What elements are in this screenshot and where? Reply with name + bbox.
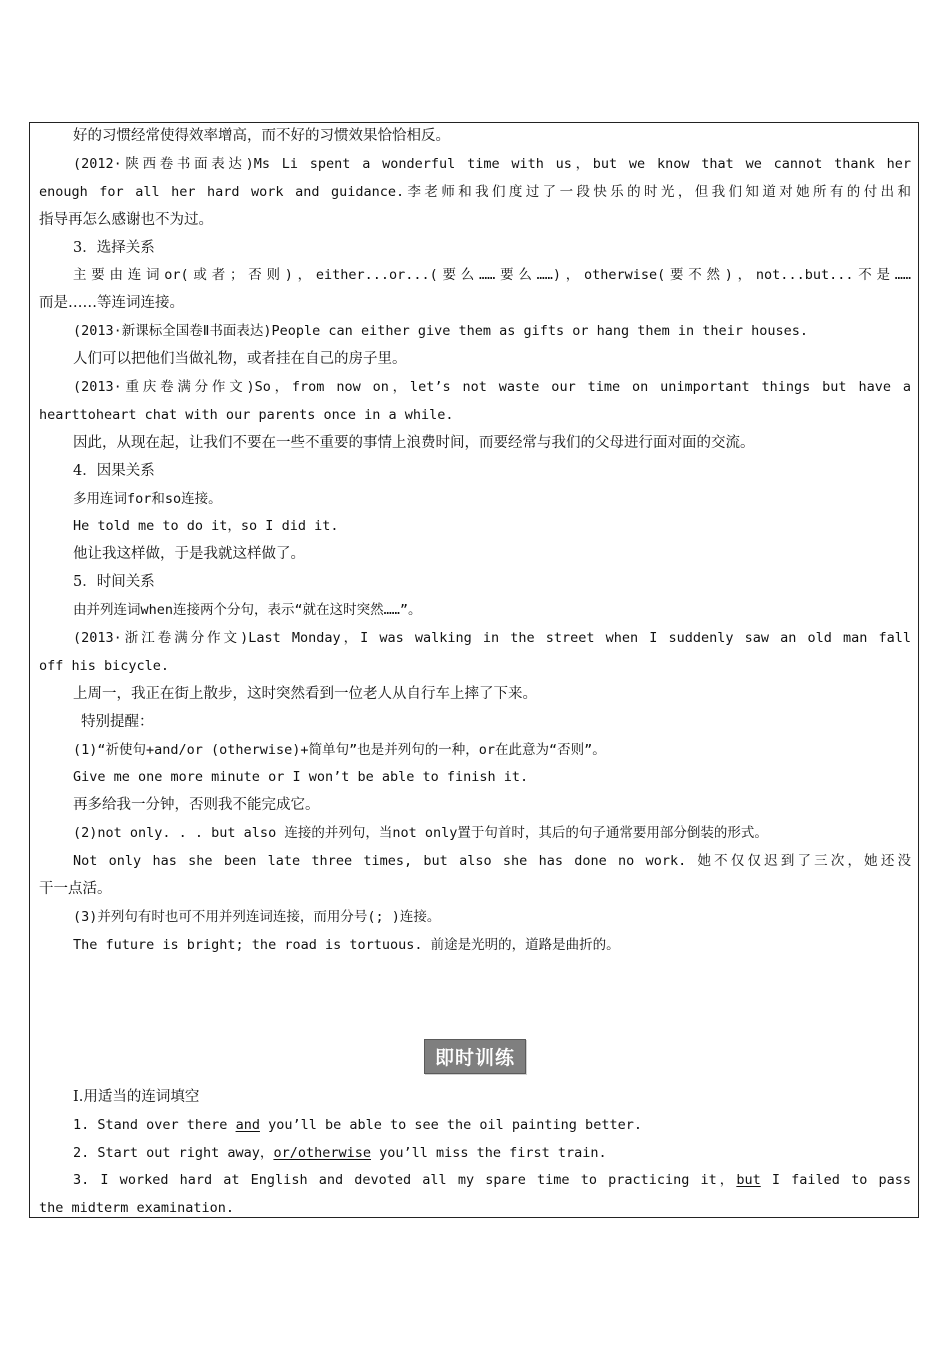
note-text: (2)not only. . . but also 连接的并列句，当not only置于句首时，其后的句子通常要用部分倒装的形式。 [73, 825, 768, 842]
example-sentence: (2013·重庆卷满分作文)So，from now on，let’s not waste our time on unimportant things but have a [73, 379, 911, 396]
note-heading: 特别提醒： [81, 713, 154, 730]
translation-line: 人们可以把他们当做礼物，或者挂在自己的房子里。 [73, 351, 407, 368]
question-text: 1. Stand over there [73, 1116, 236, 1133]
exercise-item-continued: the midterm examination. [39, 1200, 235, 1217]
example-sentence: (2013·新课标全国卷Ⅱ书面表达)People can either give them as gifts or hang them in their houses. [73, 323, 808, 340]
section-banner-row [39, 1035, 911, 1079]
subsection-heading: 3．选择关系 [73, 239, 155, 256]
document-body [39, 123, 911, 1223]
note-text: (3)并列句有时也可不用并列连词连接，而用分号(; )连接。 [73, 908, 441, 925]
answer-blank: and [235, 1116, 260, 1133]
section-gap [39, 960, 911, 1022]
translation-line: 干一点活。 [39, 881, 112, 898]
question-text: you’ll miss the first train. [370, 1144, 607, 1161]
translation-line: 他让我这样做，于是我就这样做了。 [73, 546, 305, 563]
question-text: 3. I worked hard at English and devoted all my spare time to practicing it， [73, 1172, 737, 1189]
answer-blank: or/otherwise [273, 1144, 371, 1161]
example-sentence: enough for all her hard work and guidance.李老师和我们度过了一段快乐的时光，但我们知道对她所有的付出和 [39, 183, 911, 200]
rule-text: 由并列连词when连接两个分句，表示“就在这时突然……”。 [73, 602, 422, 619]
rule-text: 主要由连词or(或者；否则)，either...or...(要么……要么……)，otherwise(要不然)，not...but...不是…… [73, 267, 911, 284]
translation-line: 再多给我一分钟，否则我不能完成它。 [73, 797, 320, 814]
exercise-item [39, 1112, 911, 1140]
example-sentence: (2012·陕西卷书面表达)Ms Li spent a wonderful time with us，but we know that we cannot thank her [73, 155, 911, 172]
question-text: I failed to pass [760, 1172, 911, 1189]
rule-text: 而是……等连词连接。 [39, 295, 184, 312]
example-sentence: (2013·浙江卷满分作文)Last Monday，I was walking in the street when I suddenly saw an old man fall [73, 630, 911, 647]
text-line: 好的习惯经常使得效率增高，而不好的习惯效果恰恰相反。 [73, 128, 450, 144]
exercise-item [39, 1140, 911, 1168]
example-sentence: He told me to do it，so I did it. [73, 518, 339, 535]
example-sentence: Give me one more minute or I won’t be able to finish it. [73, 769, 529, 786]
answer-blank: but [736, 1172, 761, 1189]
example-sentence: hearttoheart chat with our parents once in a while. [39, 406, 454, 423]
example-sentence: Not only has she been late three times, but also she has done no work. 她不仅仅迟到了三次，她还没 [73, 853, 911, 870]
example-sentence: The future is bright; the road is tortuous. 前途是光明的，道路是曲折的。 [73, 936, 620, 953]
exercise-heading: Ⅰ.用适当的连词填空 [73, 1088, 200, 1105]
example-sentence: off his bicycle. [39, 657, 170, 674]
section-banner: 即时训练 [424, 1039, 526, 1074]
translation-line: 因此，从现在起，让我们不要在一些不重要的事情上浪费时间，而要经常与我们的父母进行面对面的交流。 [73, 434, 755, 451]
exercise-item [39, 1167, 911, 1195]
content-frame [29, 122, 919, 1218]
question-text: you’ll be able to see the oil painting better. [259, 1116, 642, 1133]
subsection-heading: 5．时间关系 [73, 574, 155, 591]
translation-line: 上周一，我正在街上散步，这时突然看到一位老人从自行车上摔了下来。 [73, 685, 537, 702]
rule-text: 多用连词for和so连接。 [73, 490, 222, 507]
note-text: (1)“祈使句+and/or (otherwise)+简单句”也是并列句的一种，or在此意为“否则”。 [73, 741, 606, 758]
translation-line: 指导再怎么感谢也不为过。 [39, 211, 213, 228]
subsection-heading: 4．因果关系 [73, 462, 155, 479]
question-text: 2. Start out right away， [73, 1144, 274, 1161]
